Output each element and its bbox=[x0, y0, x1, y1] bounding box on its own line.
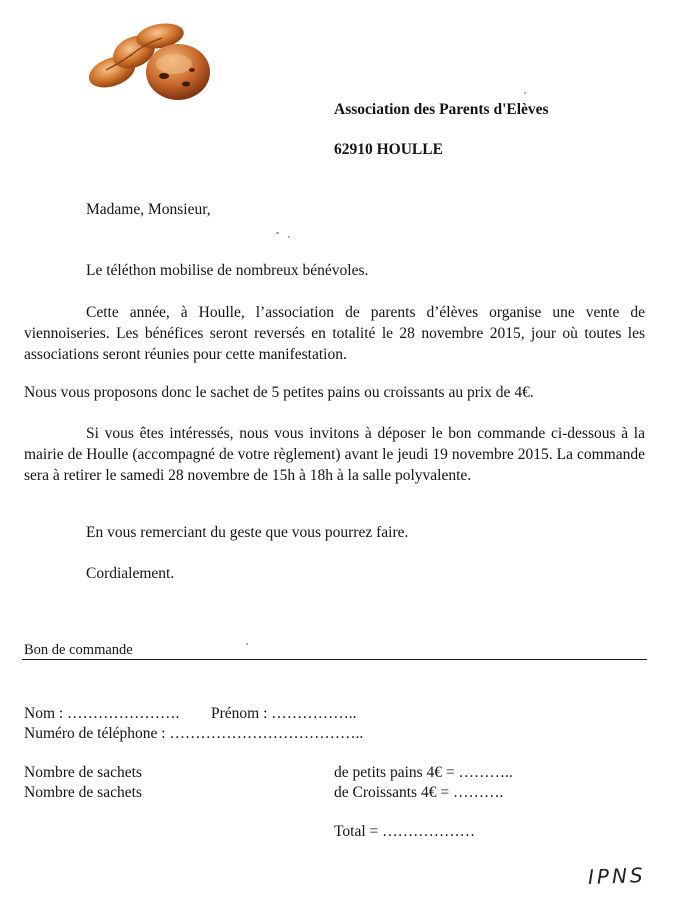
association-name: Association des Parents d'Elèves bbox=[334, 101, 549, 118]
closing-sentence: Cordialement. bbox=[86, 565, 175, 582]
order-paragraph bbox=[24, 423, 645, 486]
pain-au-chocolat-shape bbox=[146, 44, 210, 100]
quantity-label-croissants: Nombre de sachets bbox=[24, 784, 142, 801]
phone-field-label: Numéro de téléphone : ……………………………….. bbox=[24, 725, 364, 742]
name-field-label: Nom : …………………. bbox=[24, 705, 180, 722]
quantity-label-small-breads: Nombre de sachets bbox=[24, 764, 142, 781]
sale-paragraph-text: Cette année, à Houlle, l’association de parents d’élèves organise une vente de viennoiseries. Les bénéfices seront reversés en totalité le 28 novembre 2015, jour où toutes les associations seront réunies pour cette manifestation. bbox=[24, 304, 645, 363]
firstname-field-label: Prénom : …………….. bbox=[211, 705, 357, 722]
scan-speck bbox=[246, 643, 248, 645]
sale-paragraph bbox=[24, 302, 645, 365]
ipns-mark: IPNS bbox=[587, 863, 647, 889]
scan-speck bbox=[524, 92, 526, 94]
scan-speck bbox=[276, 232, 279, 234]
order-form-divider bbox=[22, 659, 647, 660]
salutation: Madame, Monsieur, bbox=[86, 201, 211, 218]
order-form-title: Bon de commande bbox=[24, 642, 133, 658]
croissants-price-line: de Croissants 4€ = ………. bbox=[334, 784, 504, 801]
offer-sentence: Nous vous proposons donc le sachet de 5 petites pains ou croissants au prix de 4€. bbox=[24, 384, 534, 401]
order-total-line: Total = ……………… bbox=[334, 823, 476, 840]
small-breads-price-line: de petits pains 4€ = ……….. bbox=[334, 764, 513, 781]
pastries-logo-image bbox=[82, 14, 214, 106]
scan-speck bbox=[288, 236, 290, 238]
intro-sentence: Le téléthon mobilise de nombreux bénévoles. bbox=[86, 262, 369, 279]
association-postcode-city: 62910 HOULLE bbox=[334, 141, 443, 158]
order-paragraph-text: Si vous êtes intéressés, nous vous invitons à déposer le bon commande ci-dessous à la mairie de Houlle (accompagné de votre règlement) avant le jeudi 19 novembre 2015. La commande sera à retirer le samedi 28 novembre de 15h à 18h à la salle polyvalente. bbox=[24, 425, 645, 484]
thanks-sentence: En vous remerciant du geste que vous pourrez faire. bbox=[86, 524, 409, 541]
